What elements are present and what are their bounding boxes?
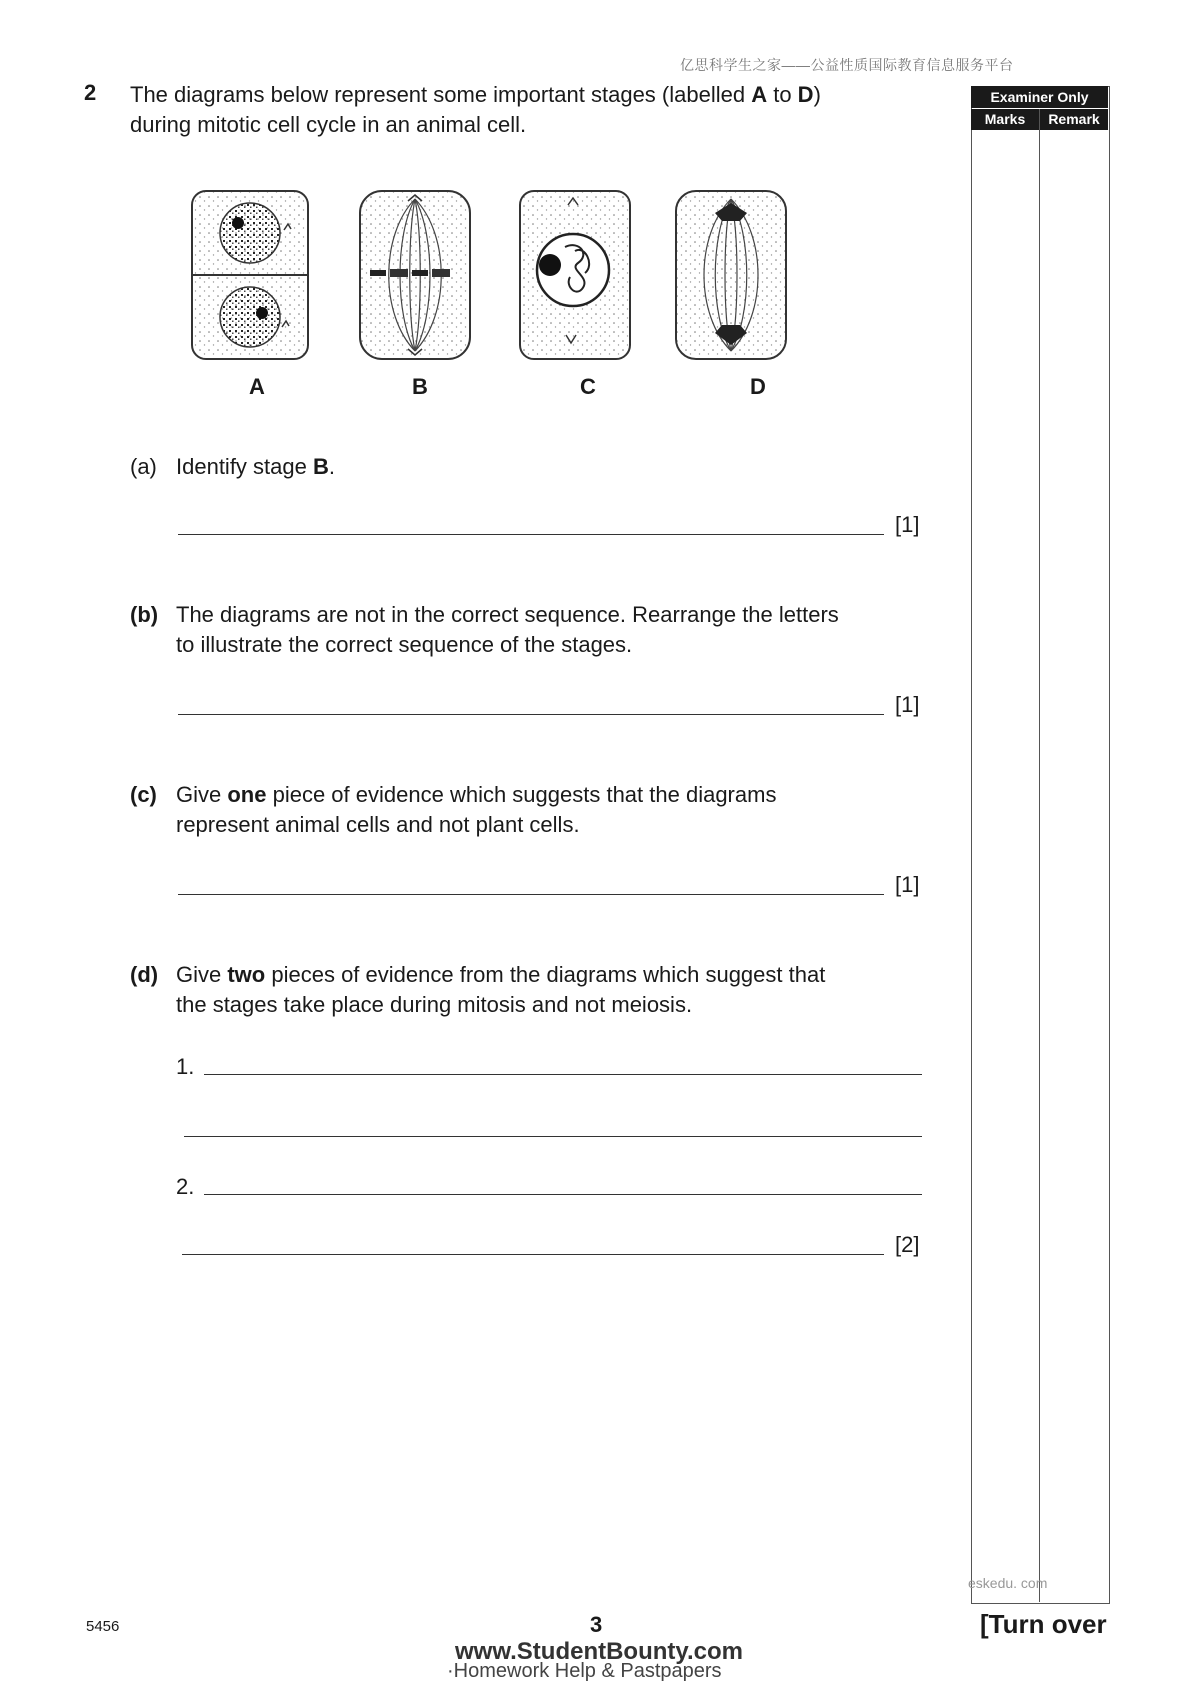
paper-code: 5456 xyxy=(86,1618,120,1635)
intro-bold-A: A xyxy=(751,82,768,107)
part-a-text-2: . xyxy=(328,454,335,479)
part-a-bold: B xyxy=(312,454,329,479)
examiner-title: Examiner Only xyxy=(971,86,1108,108)
part-d-text-1: Give xyxy=(176,962,228,987)
part-d-item-2-label: 2. xyxy=(176,1174,195,1199)
cell-label-d: D xyxy=(750,374,766,399)
examiner-divider xyxy=(1039,109,1040,1602)
part-d-item-1-label: 1. xyxy=(176,1054,195,1079)
cell-label-a: A xyxy=(249,374,265,399)
side-watermark: eskedu. com xyxy=(968,1575,1048,1591)
marks-c: [1] xyxy=(895,872,920,897)
part-d-question xyxy=(176,960,936,1020)
answer-line-d2a[interactable] xyxy=(204,1194,922,1195)
part-c-label: (c) xyxy=(130,782,157,807)
intro-bold-D: D xyxy=(797,82,814,107)
answer-line-d1b[interactable] xyxy=(184,1136,922,1137)
part-d-line-2: the stages take place during mitosis and not meiosis. xyxy=(176,992,693,1017)
cell-label-b: B xyxy=(412,374,428,399)
answer-line-d1a[interactable] xyxy=(204,1074,922,1075)
part-a-label: (a) xyxy=(130,454,157,479)
part-a-text-1: Identify stage xyxy=(176,454,313,479)
part-c-text-2: piece of evidence which suggests that the diagrams xyxy=(266,782,777,807)
part-c-text-1: Give xyxy=(176,782,228,807)
part-b-line-1: The diagrams are not in the correct sequence. Rearrange the letters xyxy=(176,602,839,627)
answer-line-a[interactable] xyxy=(178,534,884,535)
turn-over: [Turn over xyxy=(980,1609,1107,1639)
part-b-line-2: to illustrate the correct sequence of the stages. xyxy=(176,632,633,657)
marks-b: [1] xyxy=(895,692,920,717)
intro-text-1: The diagrams below represent some important stages (labelled xyxy=(130,82,752,107)
answer-line-c[interactable] xyxy=(178,894,884,895)
header-note: 亿思科学生之家——公益性质国际教育信息服务平台 xyxy=(680,57,1014,73)
question-number: 2 xyxy=(84,80,97,105)
intro-text-4: during mitotic cell cycle in an animal cell. xyxy=(130,112,527,137)
intro-text-3: ) xyxy=(813,82,821,107)
watermark-url: www.StudentBounty.com xyxy=(455,1638,743,1665)
part-d-bold: two xyxy=(227,962,266,987)
cell-diagram-d xyxy=(676,191,786,359)
mitosis-diagrams xyxy=(180,185,840,375)
cell-diagram-b xyxy=(360,191,470,359)
answer-line-d2b[interactable] xyxy=(182,1254,884,1255)
part-c-line-2: represent animal cells and not plant cells. xyxy=(176,812,580,837)
intro-text-2: to xyxy=(767,82,798,107)
part-b-label: (b) xyxy=(130,602,159,627)
examiner-marks-header: Marks xyxy=(971,109,1039,130)
cell-diagram-c xyxy=(520,191,630,359)
marks-d: [2] xyxy=(895,1232,920,1257)
part-d-text-2: pieces of evidence from the diagrams which suggest that xyxy=(265,962,826,987)
part-c-question xyxy=(176,780,936,840)
cell-label-c: C xyxy=(580,374,596,399)
page-number: 3 xyxy=(590,1612,603,1637)
marks-a: [1] xyxy=(895,512,920,537)
examiner-remark-header: Remark xyxy=(1040,109,1108,130)
part-a-question xyxy=(176,452,335,482)
answer-line-b[interactable] xyxy=(178,714,884,715)
watermark-tagline: ·Homework Help & Pastpapers xyxy=(447,1660,722,1682)
part-c-bold: one xyxy=(227,782,267,807)
examiner-column xyxy=(971,86,1110,1604)
part-d-label: (d) xyxy=(130,962,159,987)
cell-diagram-a xyxy=(192,191,308,359)
part-b-question xyxy=(176,600,936,660)
question-intro xyxy=(130,80,950,140)
